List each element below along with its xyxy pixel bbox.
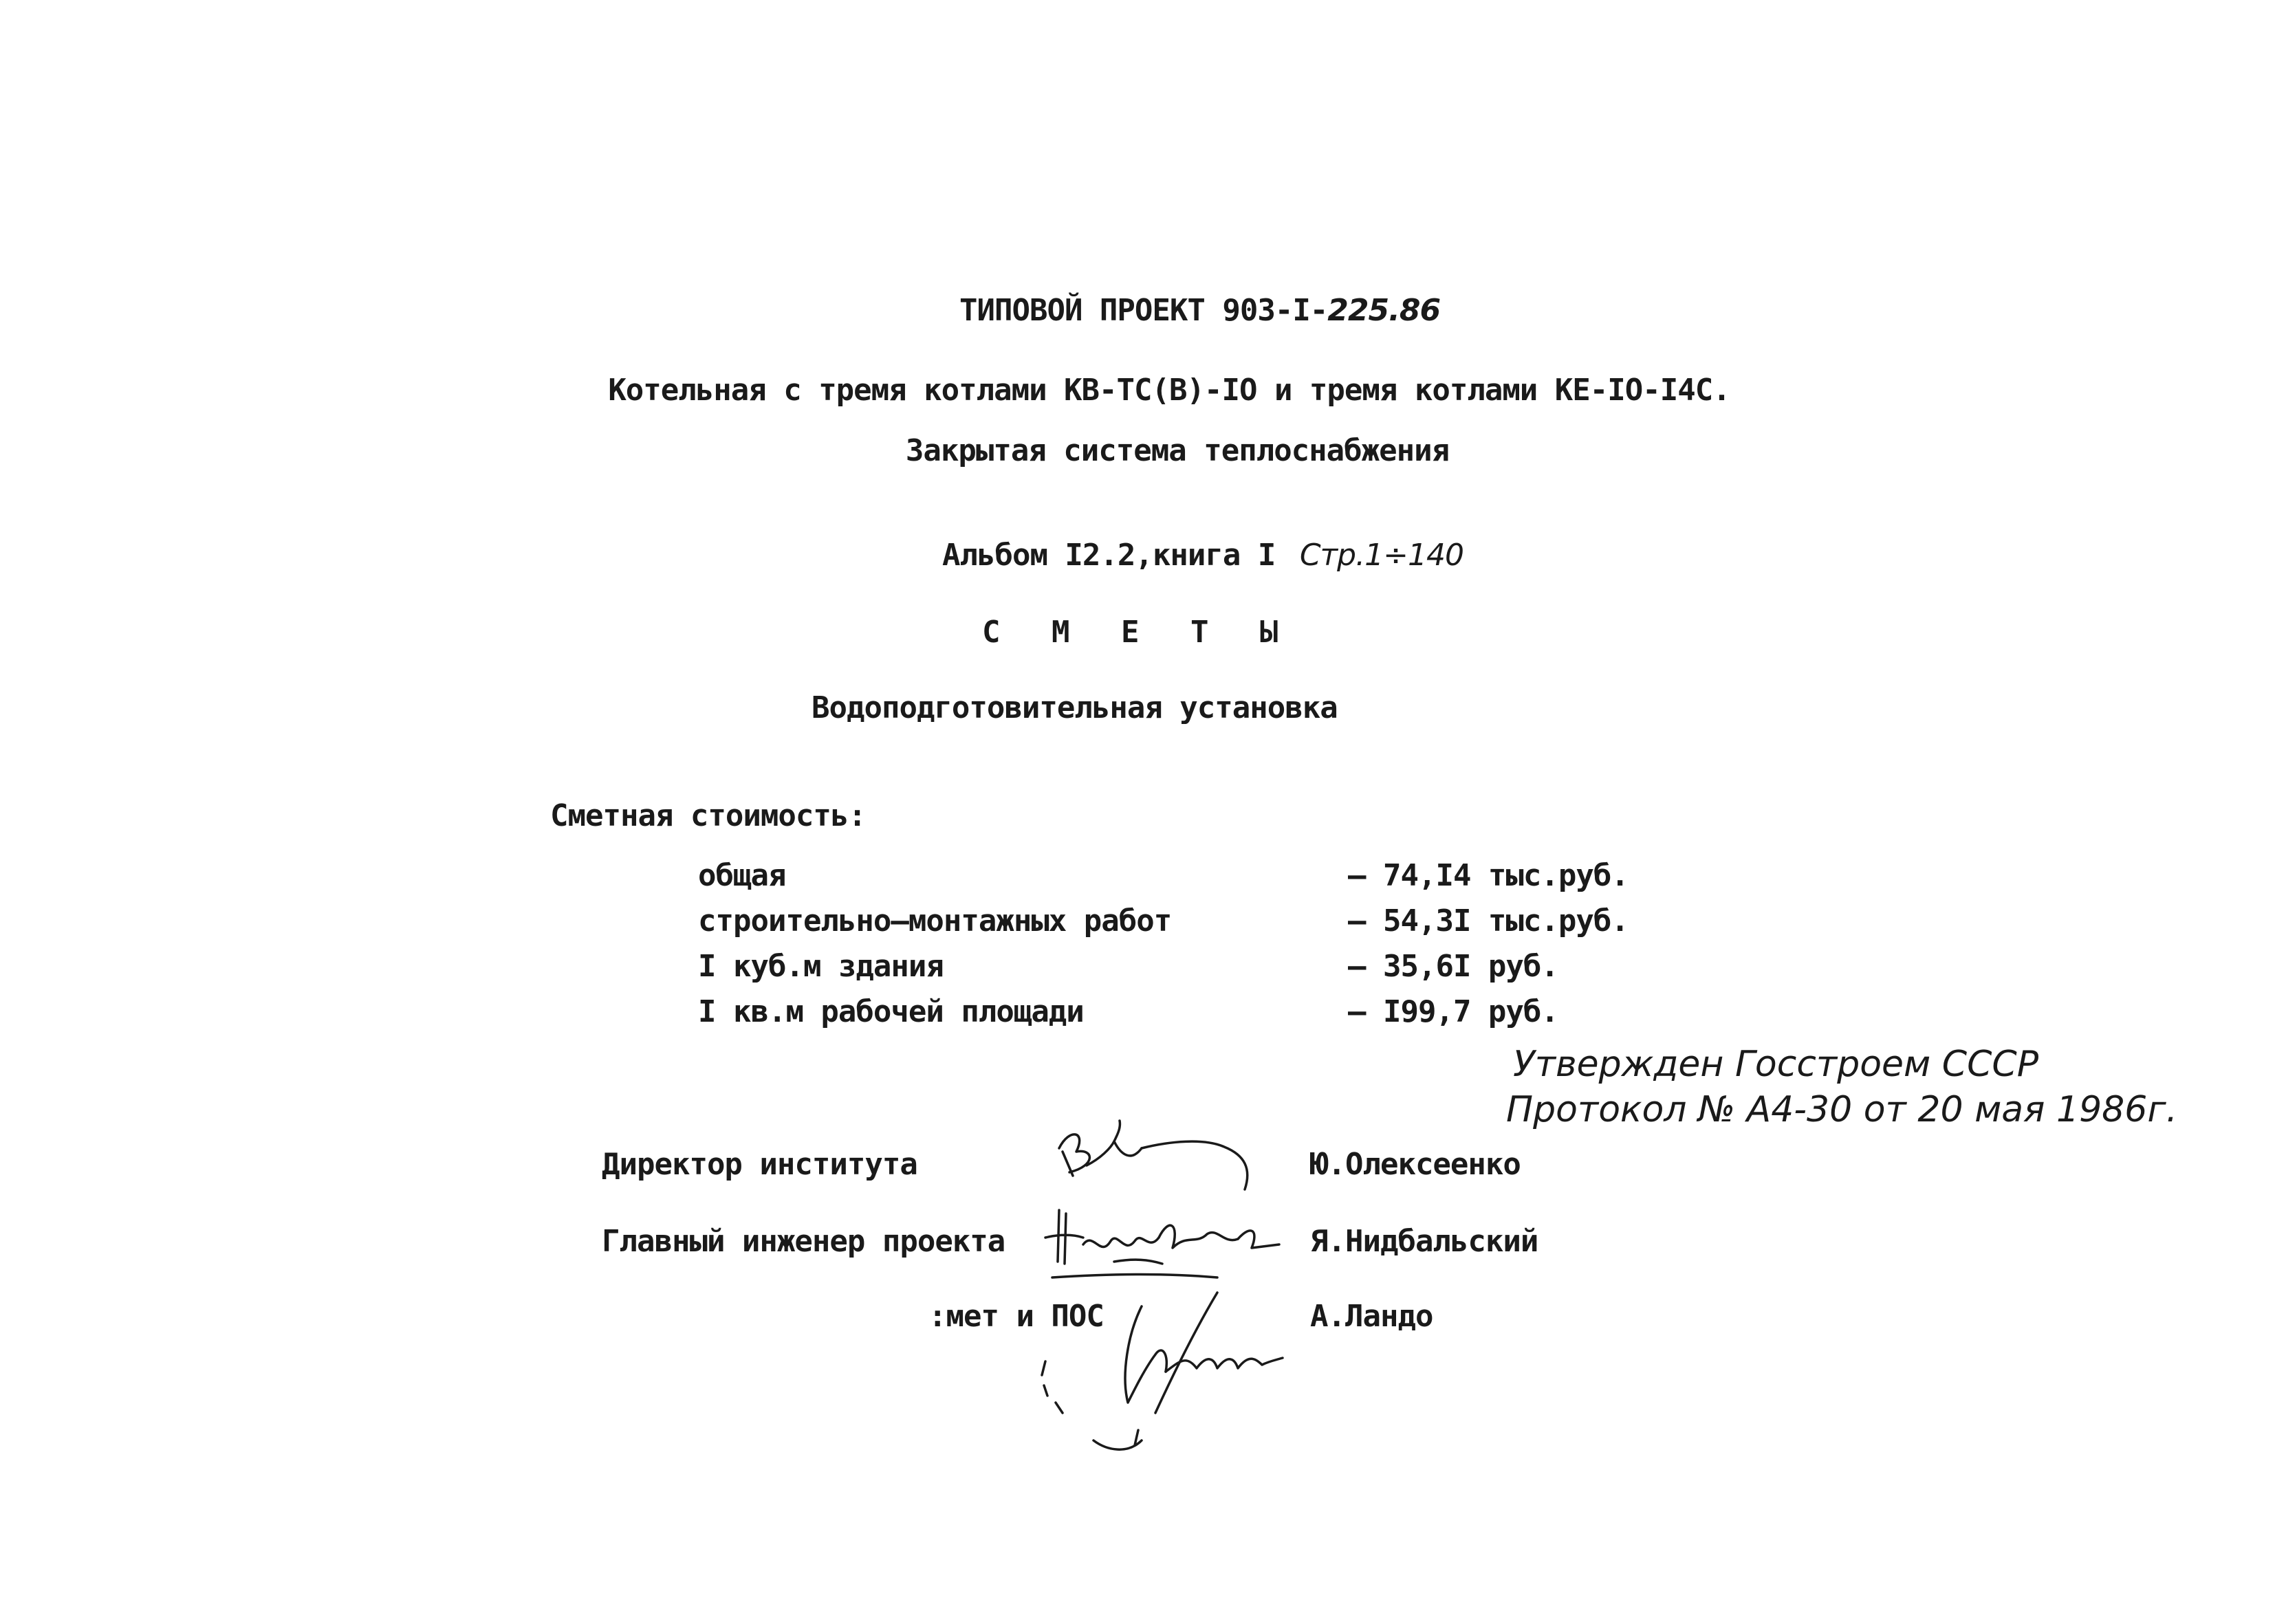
cost-row-label: I кв.м рабочей площади: [698, 994, 1084, 1029]
heating-system: Закрытая система теплоснабжения: [905, 433, 1450, 468]
signatory-role-chief-engineer: Главный инженер проекта: [602, 1224, 1005, 1259]
album-pages: Стр.1÷140: [1299, 538, 1463, 573]
section-subtitle: Водоподготовительная установка: [812, 690, 1338, 725]
signatory-role-director: Директор института: [602, 1147, 917, 1182]
estimates-signature: [1025, 1265, 1300, 1464]
signatory-role-estimates: :мет и ПОС: [928, 1299, 1104, 1334]
project-title: [959, 293, 1441, 328]
director-signature: [1045, 1100, 1272, 1203]
project-title-prefix: ТИПОВОЙ ПРОЕКТ 903-I-: [959, 293, 1328, 328]
cost-row-value: – 74,I4 тыс.руб.: [1348, 858, 1629, 893]
project-subtitle: Котельная с тремя котлами КВ-ТС(В)-IO и тремя котлами КЕ-IO-I4C.: [608, 373, 1730, 408]
cost-row-value: – 35,6I руб.: [1348, 949, 1558, 984]
cost-row-value: – 54,3I тыс.руб.: [1348, 903, 1629, 939]
cost-row-label: строительно–монтажных работ: [698, 903, 1172, 939]
approval-line-1: Утвержден Госстроем СССР: [1513, 1044, 2039, 1085]
signatory-name-chief-engineer: Я.Нидбальский: [1310, 1224, 1538, 1259]
section-title: С М Е Т Ы: [982, 615, 1295, 650]
approval-line-2: Протокол № А4-30 от 20 мая 1986г.: [1506, 1089, 2178, 1130]
cost-heading: Сметная стоимость:: [550, 798, 866, 833]
project-title-suffix: 225.86: [1327, 293, 1441, 328]
cost-row-label: I куб.м здания: [698, 949, 944, 984]
cost-row-value: – I99,7 руб.: [1348, 994, 1558, 1029]
album-info: [942, 540, 1463, 571]
signatory-name-estimates: А.Ландо: [1310, 1299, 1433, 1334]
album-label: Альбом I2.2,книга I: [942, 538, 1276, 573]
cost-row-label: общая: [698, 858, 786, 893]
signatory-name-director: Ю.Олексеенко: [1310, 1147, 1521, 1182]
